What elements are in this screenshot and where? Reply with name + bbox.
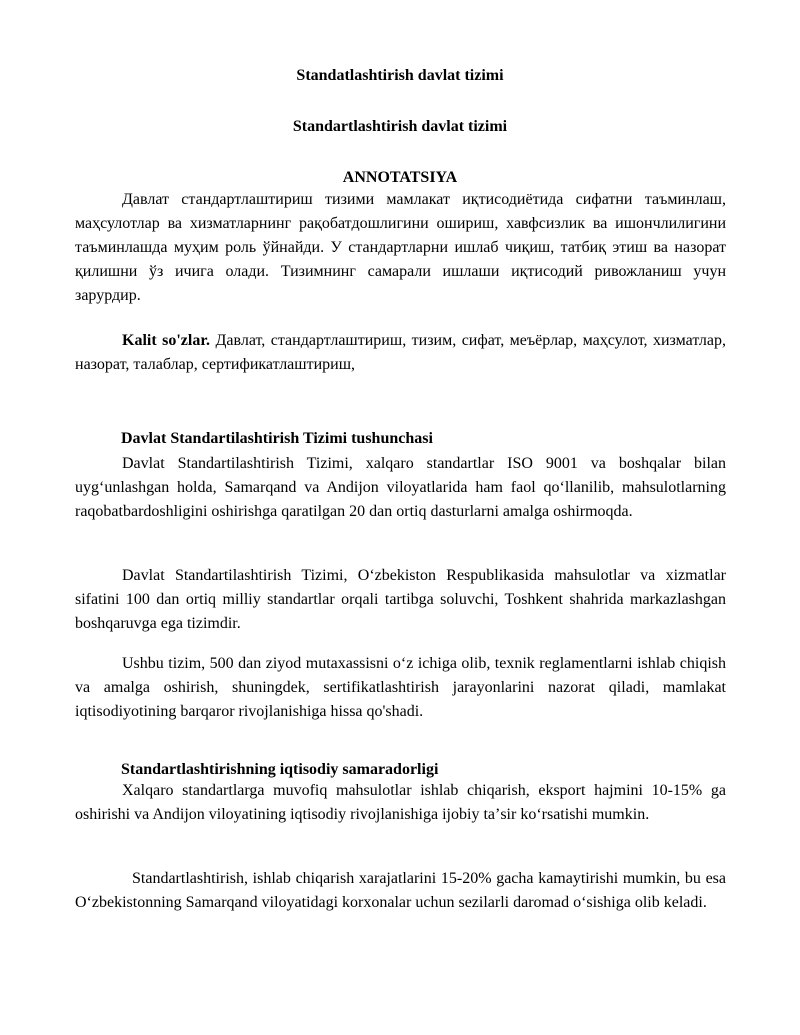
section-2-paragraph-1: Xalqaro standartlarga muvofiq mahsulotlar ishlab chiqarish, eksport hajmini 10-15% ga oshirishi va Andijon viloyatining iqtisodiy rivojlanishiga ijobiy taʼsir koʻrsatishi mumkin. [75,782,726,823]
annotation-heading: ANNOTATSIYA [342,169,458,186]
keywords-label: Kalit so'zlar. [122,332,210,349]
document-subtitle: Standartlashtirish davlat tizimi [292,118,508,135]
keywords-text: Давлат, стандартлаштириш, тизим, сифат, меъёрлар, маҳсулот, хизматлар, назорат, талаблар, сертификатлаштириш, [75,332,727,373]
section-1-paragraph-3: Ushbu tizim, 500 dan ziyod mutaxassisni oʻz ichiga olib, texnik reglamentlarni ishlab chiqish va amalga oshirish, shuningdek, sertifikatlashtirish jarayonlarini nazorat qiladi, mamlakat iqtisodiyotining barqaror rivojlanishiga hissa qo'shadi. [75,655,726,720]
section-2-paragraph-2: Standartlashtirish, ishlab chiqarish xarajatlarini 15-20% gacha kamaytirishi mumkin, bu esa Oʻzbekistonning Samarqand viloyatidagi korxonalar uchun sezilarli daromad oʻsishiga olib keladi. [75,870,726,911]
keywords-paragraph [75,329,726,377]
document-title: Standatlashtirish davlat tizimi [296,67,504,84]
section-2-heading: Standartlashtirishning iqtisodiy samaradorligi [121,761,439,778]
section-1-heading: Davlat Standartilashtirish Tizimi tushunchasi [121,430,433,447]
section-1-paragraph-1: Davlat Standartilashtirish Tizimi, xalqaro standartlar ISO 9001 va boshqalar bilan uygʻunlashgan holda, Samarqand va Andijon viloyatlarida ham faol qoʻllanilib, mahsulotlarning raqobatbardoshligini oshirishga qaratilgan 20 dan ortiq dasturlarni amalga oshirmoqda. [75,455,726,520]
annotation-paragraph: Давлат стандартлаштириш тизими мамлакат иқтисодиётида сифатни таъминлаш, маҳсулотлар ва хизматларнинг рақобатдошлигини ошириш, хавфсизлик ва ишончлилигини таъминлашда муҳим роль ўйнайди. У стандартларни ишлаб чиқиш, татбиқ этиш ва назорат қилишни ўз ичига олади. Тизимнинг самарали ишлаши иқтисодий ривожланиш учун зарурдир. [75,191,726,304]
section-1-paragraph-2: Davlat Standartilashtirish Tizimi, Oʻzbekiston Respublikasida mahsulotlar va xizmatlar sifatini 100 dan ortiq milliy standartlar orqali tartibga soluvchi, Toshkent shahrida markazlashgan boshqaruvga ega tizimdir. [75,567,726,632]
